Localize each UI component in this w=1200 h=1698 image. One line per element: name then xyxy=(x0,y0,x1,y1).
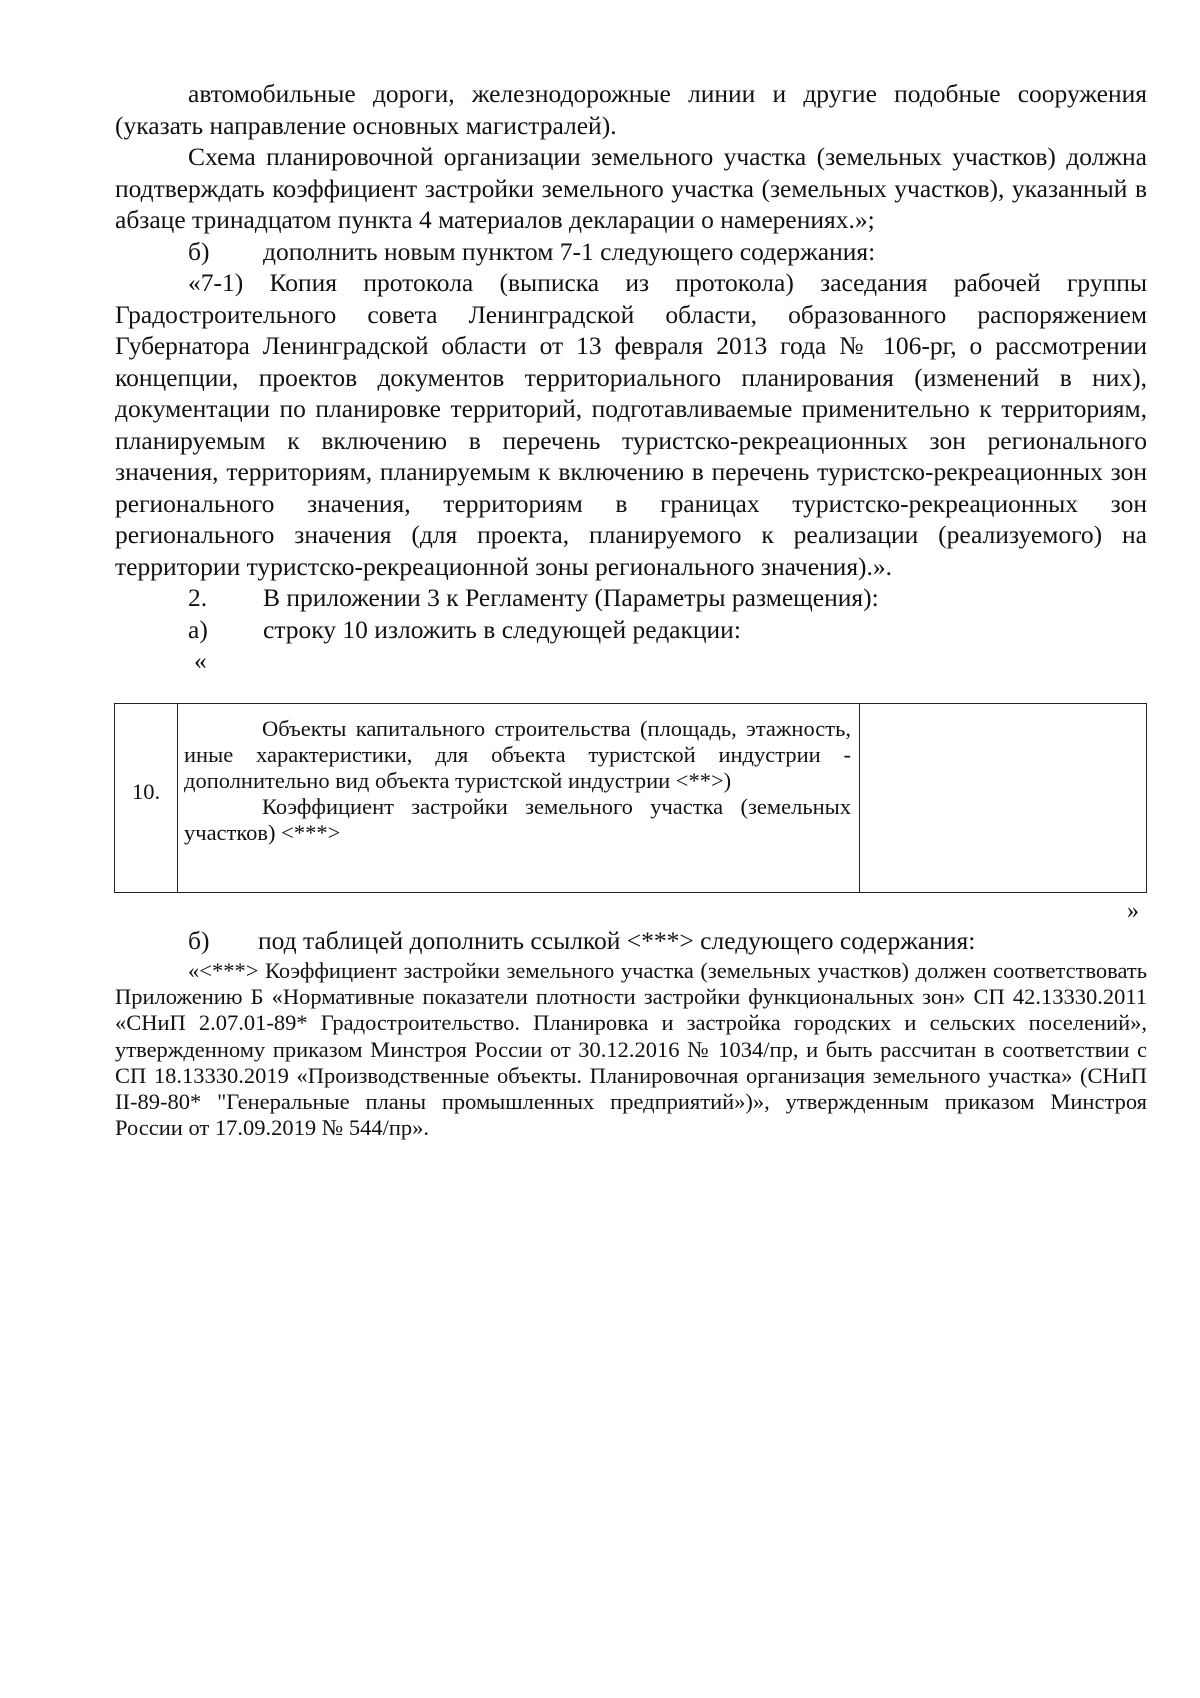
footnote-section xyxy=(115,924,1147,1141)
list-item-text: дополнить новым пунктом 7-1 следующего содержания: xyxy=(263,236,876,266)
description-objects: Объекты капитального строительства (площадь, этажность, иные характеристики, для объекта туристской индустрии - дополнительно вид объекта туристской индустрии <**>) xyxy=(184,716,851,793)
amendment-table xyxy=(114,703,1147,893)
list-marker: б) xyxy=(188,236,210,266)
table-row xyxy=(115,704,1147,893)
open-quote: « xyxy=(194,646,207,675)
row-number: 10. xyxy=(131,779,161,804)
footnote-text: «<***> Коэффициент застройки земельного участка (земельных участков) должен соответствовать Приложению Б «Нормативные показатели плотности застройки функциональных зон» СП 42.13330.2011 «СНиП 2.07.01-89* Градостроительство. Планировка и застройка городских и сельских поселений», утвержденному приказом Минстроя России от 30.12.2016 № 1034/пр, и быть рассчитан в соответствии с СП 18.13330.2019 «Производственные объекты. Планировочная организация земельного участка» (СНиП II-89-80* "Генеральные планы промышленных предприятий»)», утвержденным приказом Минстроя России от 17.09.2019 № 544/пр». xyxy=(115,958,1147,1141)
list-marker: а) xyxy=(188,614,208,644)
paragraph-roads: автомобильные дороги, железнодорожные линии и другие подобные сооружения (указать направление основных магистралей). xyxy=(115,79,1147,140)
list-item-b-footnote xyxy=(115,924,1147,958)
list-item-2 xyxy=(115,582,1147,614)
description-cell xyxy=(178,704,860,893)
list-item-a xyxy=(115,614,1147,646)
value-cell xyxy=(860,704,1147,893)
list-item-text: строку 10 изложить в следующей редакции: xyxy=(263,614,741,644)
list-item-text: под таблицей дополнить ссылкой <***> следующего содержания: xyxy=(258,926,976,955)
close-quote: » xyxy=(1127,898,1139,924)
paragraph-scheme: Схема планировочной организации земельного участка (земельных участков) должна подтверждать коэффициент застройки земельного участка (земельных участков), указанный в абзаце тринадцатом пункта 4 материалов декларации о намерениях.»; xyxy=(115,142,1147,234)
row-number-cell xyxy=(115,704,178,893)
description-coefficient: Коэффициент застройки земельного участка (земельных участков) <***> xyxy=(184,794,851,845)
list-marker: 2. xyxy=(188,583,208,612)
list-item-b xyxy=(115,236,1147,268)
list-item-text: В приложении 3 к Регламенту (Параметры размещения): xyxy=(263,583,879,612)
paragraph-protocol-copy: «7-1) Копия протокола (выписка из протокола) заседания рабочей группы Градостроительного совета Ленинградской области, образованного распоряжением Губернатора Ленинградской области от 13 февраля 2013 года № 106-рг, о рассмотрении концепции, проектов документов территориального планирования (изменений в них), документации по планировке территорий, подготавливаемые применительно к территориям, планируемым к включению в перечень туристско-рекреационных зон регионального значения, территориям, планируемым к включению в перечень туристско-рекреационных зон регионального значения, территориям в границах туристско-рекреационных зон регионального значения (для проекта, планируемого к реализации (реализуемого) на территории туристско-рекреационной зоны регионального значения).». xyxy=(115,268,1147,581)
document-body xyxy=(115,78,1147,676)
list-marker: б) xyxy=(188,926,210,955)
